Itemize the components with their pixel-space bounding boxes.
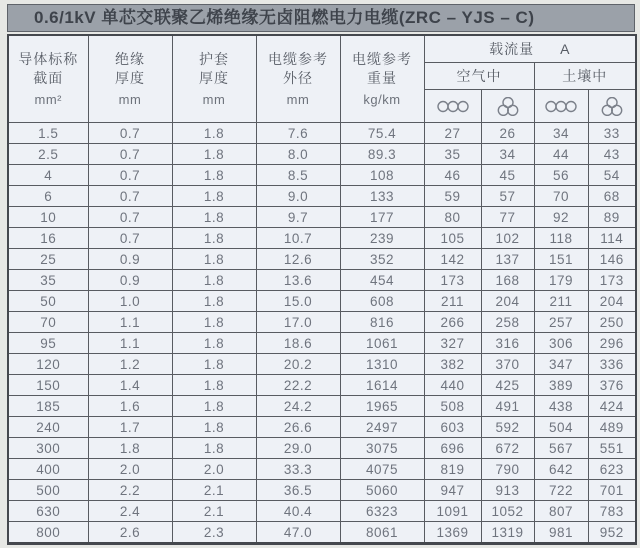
cell-ampacity-air-flat: 142 bbox=[424, 249, 481, 270]
header-insulation-thickness bbox=[88, 35, 172, 123]
cell-sheath-thickness: 1.8 bbox=[172, 144, 256, 165]
cell-insulation-thickness: 0.7 bbox=[88, 228, 172, 249]
table-row bbox=[8, 375, 636, 396]
cell-sheath-thickness: 1.8 bbox=[172, 270, 256, 291]
cell-ampacity-soil-trefoil: 296 bbox=[588, 333, 636, 354]
cell-outer-diameter: 22.2 bbox=[256, 375, 340, 396]
cell-insulation-thickness: 2.2 bbox=[88, 480, 172, 501]
cell-conductor-section: 400 bbox=[8, 459, 88, 480]
cell-ampacity-soil-trefoil: 336 bbox=[588, 354, 636, 375]
cell-conductor-section: 70 bbox=[8, 312, 88, 333]
cell-insulation-thickness: 1.6 bbox=[88, 396, 172, 417]
cell-ampacity-soil-flat: 504 bbox=[534, 417, 588, 438]
cell-sheath-thickness: 1.8 bbox=[172, 228, 256, 249]
cell-insulation-thickness: 1.1 bbox=[88, 333, 172, 354]
table-row bbox=[8, 165, 636, 186]
cell-ampacity-soil-trefoil: 54 bbox=[588, 165, 636, 186]
cell-ampacity-air-trefoil: 34 bbox=[481, 144, 534, 165]
cell-ampacity-air-flat: 80 bbox=[424, 207, 481, 228]
cell-weight: 133 bbox=[340, 186, 424, 207]
cell-ampacity-soil-flat: 642 bbox=[534, 459, 588, 480]
table-row bbox=[8, 501, 636, 522]
cell-ampacity-air-flat: 59 bbox=[424, 186, 481, 207]
header-unit: mm bbox=[202, 92, 226, 107]
header-weight bbox=[340, 35, 424, 123]
cell-insulation-thickness: 0.7 bbox=[88, 207, 172, 228]
cell-insulation-thickness: 0.9 bbox=[88, 249, 172, 270]
cell-ampacity-soil-trefoil: 33 bbox=[588, 123, 636, 144]
cell-sheath-thickness: 1.8 bbox=[172, 123, 256, 144]
header-unit: kg/km bbox=[363, 92, 401, 107]
cell-outer-diameter: 12.6 bbox=[256, 249, 340, 270]
cell-ampacity-air-trefoil: 57 bbox=[481, 186, 534, 207]
cell-conductor-section: 4 bbox=[8, 165, 88, 186]
cell-insulation-thickness: 0.7 bbox=[88, 144, 172, 165]
cell-weight: 4075 bbox=[340, 459, 424, 480]
three-circles-trefoil-icon bbox=[497, 97, 519, 116]
cell-outer-diameter: 7.6 bbox=[256, 123, 340, 144]
header-text: 厚度 bbox=[115, 70, 145, 86]
header-unit: mm bbox=[118, 92, 142, 107]
cell-weight: 6323 bbox=[340, 501, 424, 522]
table-row bbox=[8, 396, 636, 417]
cell-insulation-thickness: 1.2 bbox=[88, 354, 172, 375]
cell-conductor-section: 185 bbox=[8, 396, 88, 417]
header-text: 护套 bbox=[199, 51, 229, 67]
cell-ampacity-soil-trefoil: 204 bbox=[588, 291, 636, 312]
cell-sheath-thickness: 1.8 bbox=[172, 354, 256, 375]
cell-ampacity-soil-trefoil: 43 bbox=[588, 144, 636, 165]
table-row bbox=[8, 312, 636, 333]
cell-sheath-thickness: 1.8 bbox=[172, 417, 256, 438]
cell-sheath-thickness: 2.0 bbox=[172, 459, 256, 480]
cell-ampacity-soil-flat: 179 bbox=[534, 270, 588, 291]
cell-ampacity-air-flat: 819 bbox=[424, 459, 481, 480]
cell-ampacity-soil-flat: 567 bbox=[534, 438, 588, 459]
cell-ampacity-soil-flat: 56 bbox=[534, 165, 588, 186]
cell-ampacity-air-flat: 440 bbox=[424, 375, 481, 396]
cell-weight: 239 bbox=[340, 228, 424, 249]
cell-ampacity-soil-flat: 306 bbox=[534, 333, 588, 354]
cell-ampacity-soil-trefoil: 89 bbox=[588, 207, 636, 228]
header-sheath-thickness bbox=[172, 35, 256, 123]
cell-ampacity-soil-flat: 347 bbox=[534, 354, 588, 375]
table-row bbox=[8, 123, 636, 144]
cell-ampacity-air-flat: 1091 bbox=[424, 501, 481, 522]
header-text: 外径 bbox=[283, 70, 313, 86]
cell-ampacity-air-trefoil: 77 bbox=[481, 207, 534, 228]
header-in-air: 空气中 bbox=[424, 63, 534, 90]
cell-conductor-section: 120 bbox=[8, 354, 88, 375]
cell-ampacity-soil-trefoil: 489 bbox=[588, 417, 636, 438]
cell-weight: 177 bbox=[340, 207, 424, 228]
cell-ampacity-air-flat: 46 bbox=[424, 165, 481, 186]
ampacity-unit: A bbox=[560, 41, 571, 57]
cell-ampacity-air-trefoil: 790 bbox=[481, 459, 534, 480]
cell-insulation-thickness: 1.1 bbox=[88, 312, 172, 333]
cell-ampacity-air-trefoil: 370 bbox=[481, 354, 534, 375]
cell-sheath-thickness: 1.8 bbox=[172, 186, 256, 207]
cell-ampacity-air-trefoil: 26 bbox=[481, 123, 534, 144]
cell-sheath-thickness: 2.1 bbox=[172, 480, 256, 501]
cell-insulation-thickness: 1.7 bbox=[88, 417, 172, 438]
cell-outer-diameter: 29.0 bbox=[256, 438, 340, 459]
header-soil-trefoil bbox=[588, 90, 636, 123]
header-soil-flat bbox=[534, 90, 588, 123]
header-text: 导体标称 bbox=[18, 51, 79, 67]
cell-ampacity-air-trefoil: 672 bbox=[481, 438, 534, 459]
cell-ampacity-soil-flat: 44 bbox=[534, 144, 588, 165]
cell-sheath-thickness: 1.8 bbox=[172, 333, 256, 354]
header-text: 重量 bbox=[367, 70, 397, 86]
header-text: 电缆参考 bbox=[268, 51, 328, 67]
cell-ampacity-air-trefoil: 491 bbox=[481, 396, 534, 417]
cell-outer-diameter: 47.0 bbox=[256, 522, 340, 544]
cell-insulation-thickness: 1.8 bbox=[88, 438, 172, 459]
cell-ampacity-air-flat: 382 bbox=[424, 354, 481, 375]
cell-outer-diameter: 33.3 bbox=[256, 459, 340, 480]
cell-ampacity-soil-trefoil: 623 bbox=[588, 459, 636, 480]
cell-insulation-thickness: 2.6 bbox=[88, 522, 172, 544]
table-title: 0.6/1kV 单芯交联聚乙烯绝缘无卤阻燃电力电缆(ZRC – YJS – C) bbox=[7, 4, 635, 32]
cell-ampacity-air-flat: 696 bbox=[424, 438, 481, 459]
cell-ampacity-soil-flat: 92 bbox=[534, 207, 588, 228]
cell-outer-diameter: 36.5 bbox=[256, 480, 340, 501]
ampacity-label: 载流量 bbox=[489, 41, 535, 57]
cell-sheath-thickness: 1.8 bbox=[172, 249, 256, 270]
cell-conductor-section: 10 bbox=[8, 207, 88, 228]
cell-ampacity-air-flat: 173 bbox=[424, 270, 481, 291]
cell-weight: 2497 bbox=[340, 417, 424, 438]
cell-ampacity-soil-flat: 981 bbox=[534, 522, 588, 544]
cell-ampacity-soil-trefoil: 114 bbox=[588, 228, 636, 249]
table-body bbox=[8, 123, 636, 544]
cell-ampacity-air-flat: 327 bbox=[424, 333, 481, 354]
cell-conductor-section: 35 bbox=[8, 270, 88, 291]
cell-ampacity-soil-trefoil: 952 bbox=[588, 522, 636, 544]
table-row bbox=[8, 291, 636, 312]
cell-outer-diameter: 13.6 bbox=[256, 270, 340, 291]
cell-weight: 352 bbox=[340, 249, 424, 270]
cell-conductor-section: 300 bbox=[8, 438, 88, 459]
cell-ampacity-soil-trefoil: 173 bbox=[588, 270, 636, 291]
cell-outer-diameter: 18.6 bbox=[256, 333, 340, 354]
cell-ampacity-air-trefoil: 316 bbox=[481, 333, 534, 354]
table-row bbox=[8, 333, 636, 354]
cell-ampacity-air-trefoil: 137 bbox=[481, 249, 534, 270]
cable-spec-table bbox=[7, 34, 637, 545]
cell-ampacity-soil-trefoil: 376 bbox=[588, 375, 636, 396]
cell-weight: 89.3 bbox=[340, 144, 424, 165]
header-in-soil: 土壤中 bbox=[534, 63, 636, 90]
table-row bbox=[8, 459, 636, 480]
cell-outer-diameter: 40.4 bbox=[256, 501, 340, 522]
cell-insulation-thickness: 0.7 bbox=[88, 123, 172, 144]
cell-ampacity-air-flat: 947 bbox=[424, 480, 481, 501]
cell-ampacity-air-flat: 508 bbox=[424, 396, 481, 417]
three-circles-flat-icon bbox=[436, 100, 470, 113]
cell-weight: 608 bbox=[340, 291, 424, 312]
cell-insulation-thickness: 1.4 bbox=[88, 375, 172, 396]
cell-insulation-thickness: 0.7 bbox=[88, 186, 172, 207]
cell-ampacity-soil-flat: 722 bbox=[534, 480, 588, 501]
cell-sheath-thickness: 1.8 bbox=[172, 396, 256, 417]
table-row bbox=[8, 417, 636, 438]
table-row bbox=[8, 249, 636, 270]
header-air-flat bbox=[424, 90, 481, 123]
cell-outer-diameter: 10.7 bbox=[256, 228, 340, 249]
cell-ampacity-soil-flat: 118 bbox=[534, 228, 588, 249]
cell-ampacity-air-flat: 266 bbox=[424, 312, 481, 333]
cell-ampacity-air-flat: 35 bbox=[424, 144, 481, 165]
cell-conductor-section: 500 bbox=[8, 480, 88, 501]
cell-ampacity-soil-trefoil: 146 bbox=[588, 249, 636, 270]
cell-conductor-section: 25 bbox=[8, 249, 88, 270]
cell-ampacity-air-flat: 211 bbox=[424, 291, 481, 312]
cell-insulation-thickness: 0.7 bbox=[88, 165, 172, 186]
cell-weight: 1965 bbox=[340, 396, 424, 417]
cell-weight: 108 bbox=[340, 165, 424, 186]
cell-outer-diameter: 20.2 bbox=[256, 354, 340, 375]
cell-conductor-section: 6 bbox=[8, 186, 88, 207]
cell-ampacity-soil-flat: 34 bbox=[534, 123, 588, 144]
cell-ampacity-soil-trefoil: 424 bbox=[588, 396, 636, 417]
cell-outer-diameter: 24.2 bbox=[256, 396, 340, 417]
cell-insulation-thickness: 1.0 bbox=[88, 291, 172, 312]
cell-conductor-section: 630 bbox=[8, 501, 88, 522]
table-row bbox=[8, 438, 636, 459]
cell-ampacity-air-trefoil: 1319 bbox=[481, 522, 534, 544]
header-unit: mm bbox=[286, 92, 310, 107]
cell-sheath-thickness: 1.8 bbox=[172, 165, 256, 186]
cell-outer-diameter: 8.0 bbox=[256, 144, 340, 165]
cell-ampacity-soil-flat: 257 bbox=[534, 312, 588, 333]
table-header bbox=[8, 35, 636, 123]
cell-conductor-section: 150 bbox=[8, 375, 88, 396]
table-row bbox=[8, 207, 636, 228]
cell-conductor-section: 50 bbox=[8, 291, 88, 312]
cell-insulation-thickness: 0.9 bbox=[88, 270, 172, 291]
header-text: 绝缘 bbox=[115, 51, 145, 67]
cell-ampacity-soil-trefoil: 68 bbox=[588, 186, 636, 207]
header-text: 电缆参考 bbox=[352, 51, 412, 67]
cell-outer-diameter: 8.5 bbox=[256, 165, 340, 186]
header-conductor-section bbox=[8, 35, 88, 123]
cell-outer-diameter: 9.7 bbox=[256, 207, 340, 228]
cell-ampacity-air-flat: 105 bbox=[424, 228, 481, 249]
table-row bbox=[8, 144, 636, 165]
header-ampacity-group bbox=[424, 35, 636, 63]
cell-weight: 1061 bbox=[340, 333, 424, 354]
cell-ampacity-air-trefoil: 258 bbox=[481, 312, 534, 333]
cell-ampacity-soil-flat: 151 bbox=[534, 249, 588, 270]
cell-ampacity-soil-flat: 438 bbox=[534, 396, 588, 417]
table-row bbox=[8, 228, 636, 249]
cell-insulation-thickness: 2.0 bbox=[88, 459, 172, 480]
cell-ampacity-air-trefoil: 425 bbox=[481, 375, 534, 396]
cell-conductor-section: 2.5 bbox=[8, 144, 88, 165]
cell-conductor-section: 95 bbox=[8, 333, 88, 354]
cell-weight: 816 bbox=[340, 312, 424, 333]
cell-sheath-thickness: 1.8 bbox=[172, 207, 256, 228]
cell-outer-diameter: 9.0 bbox=[256, 186, 340, 207]
cell-conductor-section: 800 bbox=[8, 522, 88, 544]
header-text: 截面 bbox=[33, 70, 64, 86]
cell-weight: 1310 bbox=[340, 354, 424, 375]
cell-ampacity-soil-flat: 389 bbox=[534, 375, 588, 396]
cell-sheath-thickness: 2.3 bbox=[172, 522, 256, 544]
cell-conductor-section: 240 bbox=[8, 417, 88, 438]
cell-ampacity-soil-flat: 211 bbox=[534, 291, 588, 312]
three-circles-flat-icon bbox=[544, 100, 578, 113]
cell-insulation-thickness: 2.4 bbox=[88, 501, 172, 522]
header-air-trefoil bbox=[481, 90, 534, 123]
cell-ampacity-air-flat: 1369 bbox=[424, 522, 481, 544]
table-row bbox=[8, 480, 636, 501]
cell-ampacity-soil-trefoil: 783 bbox=[588, 501, 636, 522]
cell-sheath-thickness: 1.8 bbox=[172, 312, 256, 333]
cell-ampacity-air-flat: 603 bbox=[424, 417, 481, 438]
cell-weight: 1614 bbox=[340, 375, 424, 396]
cell-weight: 8061 bbox=[340, 522, 424, 544]
cell-outer-diameter: 15.0 bbox=[256, 291, 340, 312]
cell-conductor-section: 1.5 bbox=[8, 123, 88, 144]
cell-ampacity-air-trefoil: 913 bbox=[481, 480, 534, 501]
header-outer-diameter bbox=[256, 35, 340, 123]
cell-ampacity-soil-trefoil: 551 bbox=[588, 438, 636, 459]
three-circles-trefoil-icon bbox=[601, 97, 623, 116]
cell-outer-diameter: 26.6 bbox=[256, 417, 340, 438]
cell-ampacity-air-trefoil: 102 bbox=[481, 228, 534, 249]
cell-ampacity-air-trefoil: 204 bbox=[481, 291, 534, 312]
cell-ampacity-soil-trefoil: 250 bbox=[588, 312, 636, 333]
cell-weight: 75.4 bbox=[340, 123, 424, 144]
cell-sheath-thickness: 2.1 bbox=[172, 501, 256, 522]
cell-ampacity-air-trefoil: 592 bbox=[481, 417, 534, 438]
table-row bbox=[8, 354, 636, 375]
cell-ampacity-air-trefoil: 45 bbox=[481, 165, 534, 186]
header-text: 厚度 bbox=[199, 70, 229, 86]
cell-ampacity-soil-trefoil: 701 bbox=[588, 480, 636, 501]
cell-sheath-thickness: 1.8 bbox=[172, 291, 256, 312]
table-row bbox=[8, 522, 636, 544]
cell-conductor-section: 16 bbox=[8, 228, 88, 249]
cell-sheath-thickness: 1.8 bbox=[172, 438, 256, 459]
cell-weight: 3075 bbox=[340, 438, 424, 459]
cell-weight: 454 bbox=[340, 270, 424, 291]
header-unit: mm² bbox=[34, 92, 62, 107]
cell-ampacity-air-flat: 27 bbox=[424, 123, 481, 144]
cell-ampacity-soil-flat: 807 bbox=[534, 501, 588, 522]
cell-ampacity-air-trefoil: 168 bbox=[481, 270, 534, 291]
cell-ampacity-air-trefoil: 1052 bbox=[481, 501, 534, 522]
cell-weight: 5060 bbox=[340, 480, 424, 501]
table-row bbox=[8, 186, 636, 207]
cell-ampacity-soil-flat: 70 bbox=[534, 186, 588, 207]
cell-sheath-thickness: 1.8 bbox=[172, 375, 256, 396]
cell-outer-diameter: 17.0 bbox=[256, 312, 340, 333]
table-row bbox=[8, 270, 636, 291]
